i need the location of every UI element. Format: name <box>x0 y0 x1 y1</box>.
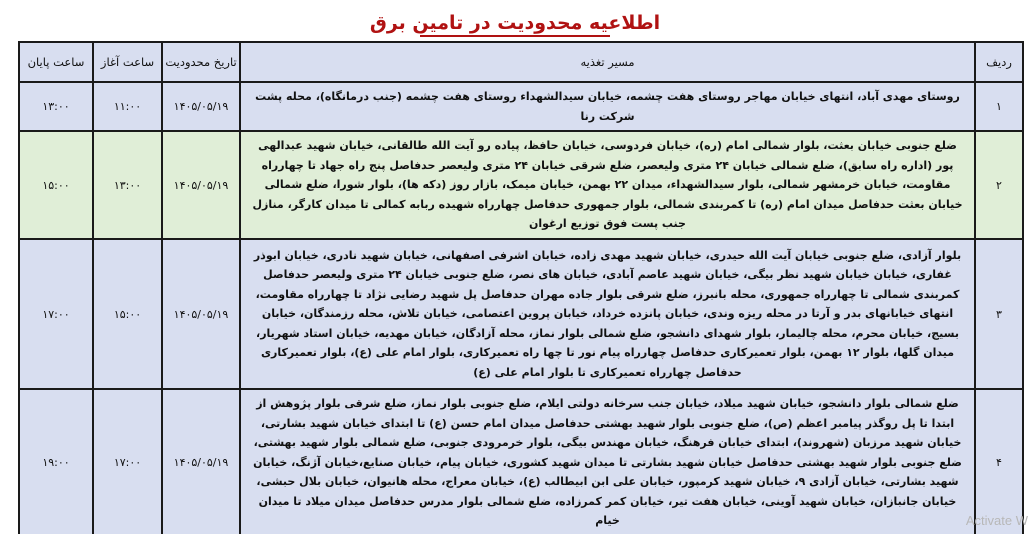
header-row-number: ردیف <box>975 42 1023 82</box>
title-underline <box>420 35 610 37</box>
route-cell: ضلع شمالی بلوار دانشجو، خیابان شهید میلاد، خیابان جنب سرخانه دولتی ایلام، ضلع جنوبی بلوار نماز، ضلع شرقی بلوار پژوهش از ابتدا تا پل روگذر پیامبر اعظم (ص)، ضلع جنوبی بلوار شهید بهشتی حدفاصل میدان امام حسن (ع) تا ابتدای خیابان شهید بشارتی، خیابان شهید مرزبان (شهروند)، ابتدای خیابان فرهنگ، خیابان مهندس بیگی، بلوار خرمرودی جنوبی، ضلع شمالی بلوار شهید بهشتی، ضلع جنوبی بلوار شهید بهشتی حدفاصل خیابان شهید بشارتی تا میدان شهید کشوری، خیابان پیام، خیابان صنایع،خیابان آژنگ، خیابان شهید بشارتی، خیابان آزادی ۹، خیابان شهید کرمپور، خیابان علی ابن ابیطالب (ع)، خیابان معراج، محله هانیوان، خیابان بلال حبشی، خیابان جانبازان، خیابان شهید آوینی، خیابان هفت تیر، خیابان کمر کمرزاده، ضلع شمالی بلوار مدرس حدفاصل میدان میلاد تا میدان خیام <box>240 389 975 534</box>
table-row <box>19 389 1023 534</box>
header-start-time: ساعت آغاز <box>93 42 162 82</box>
start-time-cell: ۱۱:۰۰ <box>93 82 162 131</box>
page-title: اطلاعیه محدودیت در تامین برق <box>369 12 661 34</box>
activation-watermark: Activate W <box>965 513 1028 528</box>
start-time-cell: ۱۷:۰۰ <box>93 389 162 534</box>
date-cell: ۱۴۰۵/۰۵/۱۹ <box>162 389 240 534</box>
row-number: ۳ <box>975 239 1023 389</box>
row-number: ۱ <box>975 82 1023 131</box>
table-row <box>19 239 1023 389</box>
route-cell: ضلع جنوبی خیابان بعثت، بلوار شمالی امام (ره)، خیابان فردوسی، خیابان حافظ، پیاده رو آیت الله طالقانی، خیابان شهید عبدالهی پور (اداره راه سابق)، ضلع شمالی خیابان ۲۴ متری ولیعصر، ضلع شرقی خیابان ۲۴ متری ولیعصر حدفاصل پنج راه جهاد تا چهارراه مقاومت، خیابان خرمشهر شمالی، بلوار سیدالشهداء، میدان ۲۲ بهمن، خیابان میمک، بازار روز (دکه ها)، بلوار شورا، ضلع شمالی خیابان بعثت حدفاصل میدان امام (ره) تا کمربندی شمالی، بلوار جمهوری حدفاصل چهارراه شهیده ربابه کمالی تا میدان کارگر، منازل جنب پست فوق توزیع ارغوان <box>240 131 975 239</box>
end-time-cell: ۱۹:۰۰ <box>19 389 93 534</box>
end-time-cell: ۱۷:۰۰ <box>19 239 93 389</box>
table-row <box>19 131 1023 239</box>
header-route: مسیر تغذیه <box>240 42 975 82</box>
end-time-cell: ۱۳:۰۰ <box>19 82 93 131</box>
date-cell: ۱۴۰۵/۰۵/۱۹ <box>162 239 240 389</box>
table-header-row <box>19 42 1023 82</box>
date-cell: ۱۴۰۵/۰۵/۱۹ <box>162 82 240 131</box>
row-number: ۲ <box>975 131 1023 239</box>
header-date: تاریخ محدودیت <box>162 42 240 82</box>
table-row <box>19 82 1023 131</box>
header-end-time: ساعت پایان <box>19 42 93 82</box>
start-time-cell: ۱۳:۰۰ <box>93 131 162 239</box>
row-number: ۴ <box>975 389 1023 534</box>
route-cell: بلوار آزادی، ضلع جنوبی خیابان آیت الله حیدری، خیابان شهید مهدی زاده، خیابان اشرفی اصفهانی، خیابان شهید نادری، خیابان ابوذر غفاری، خیابان خیابان شهید نظر بیگی، خیابان شهید عاصم آبادی، خیابان های نصر، ضلع جنوبی خیابان ۲۴ متری ولیعصر حدفاصل کمربندی شمالی تا چهارراه جمهوری، محله بانبرز، ضلع شرقی بلوار جاده مهران حدفاصل پل شهید رضایی نژاد تا چهارراه مقاومت، انتهای خیابانهای بدر و آرتا در محله ریزه وندی، خیابان پانزده خرداد، خیابان پروین اعتصامی، خیابان تلاش، محله رزمندگان، خیابان بسیج، خیابان محرم، محله چالیمار، بلوار شهدای دانشجو، ضلع شمالی بلوار نماز، محله آزادگان، خیابان مهدیه، خیابان استاد شهریار، میدان گلها، بلوار ۱۲ بهمن، بلوار تعمیرکاری حدفاصل چهارراه پیام نور تا چها راه تعمیرکاری، بلوار امام علی (ع)، بلوار تعمیرکاری حدفاصل چهارراه تعمیرکاری تا بلوار امام علی (ع) <box>240 239 975 389</box>
end-time-cell: ۱۵:۰۰ <box>19 131 93 239</box>
start-time-cell: ۱۵:۰۰ <box>93 239 162 389</box>
route-cell: روستای مهدی آباد، انتهای خیابان مهاجر روستای هفت چشمه، خیابان سیدالشهداء روستای هفت چشمه (جنب درمانگاه)، محله پشت شرکت رنا <box>240 82 975 131</box>
date-cell: ۱۴۰۵/۰۵/۱۹ <box>162 131 240 239</box>
power-outage-table <box>18 41 1024 534</box>
